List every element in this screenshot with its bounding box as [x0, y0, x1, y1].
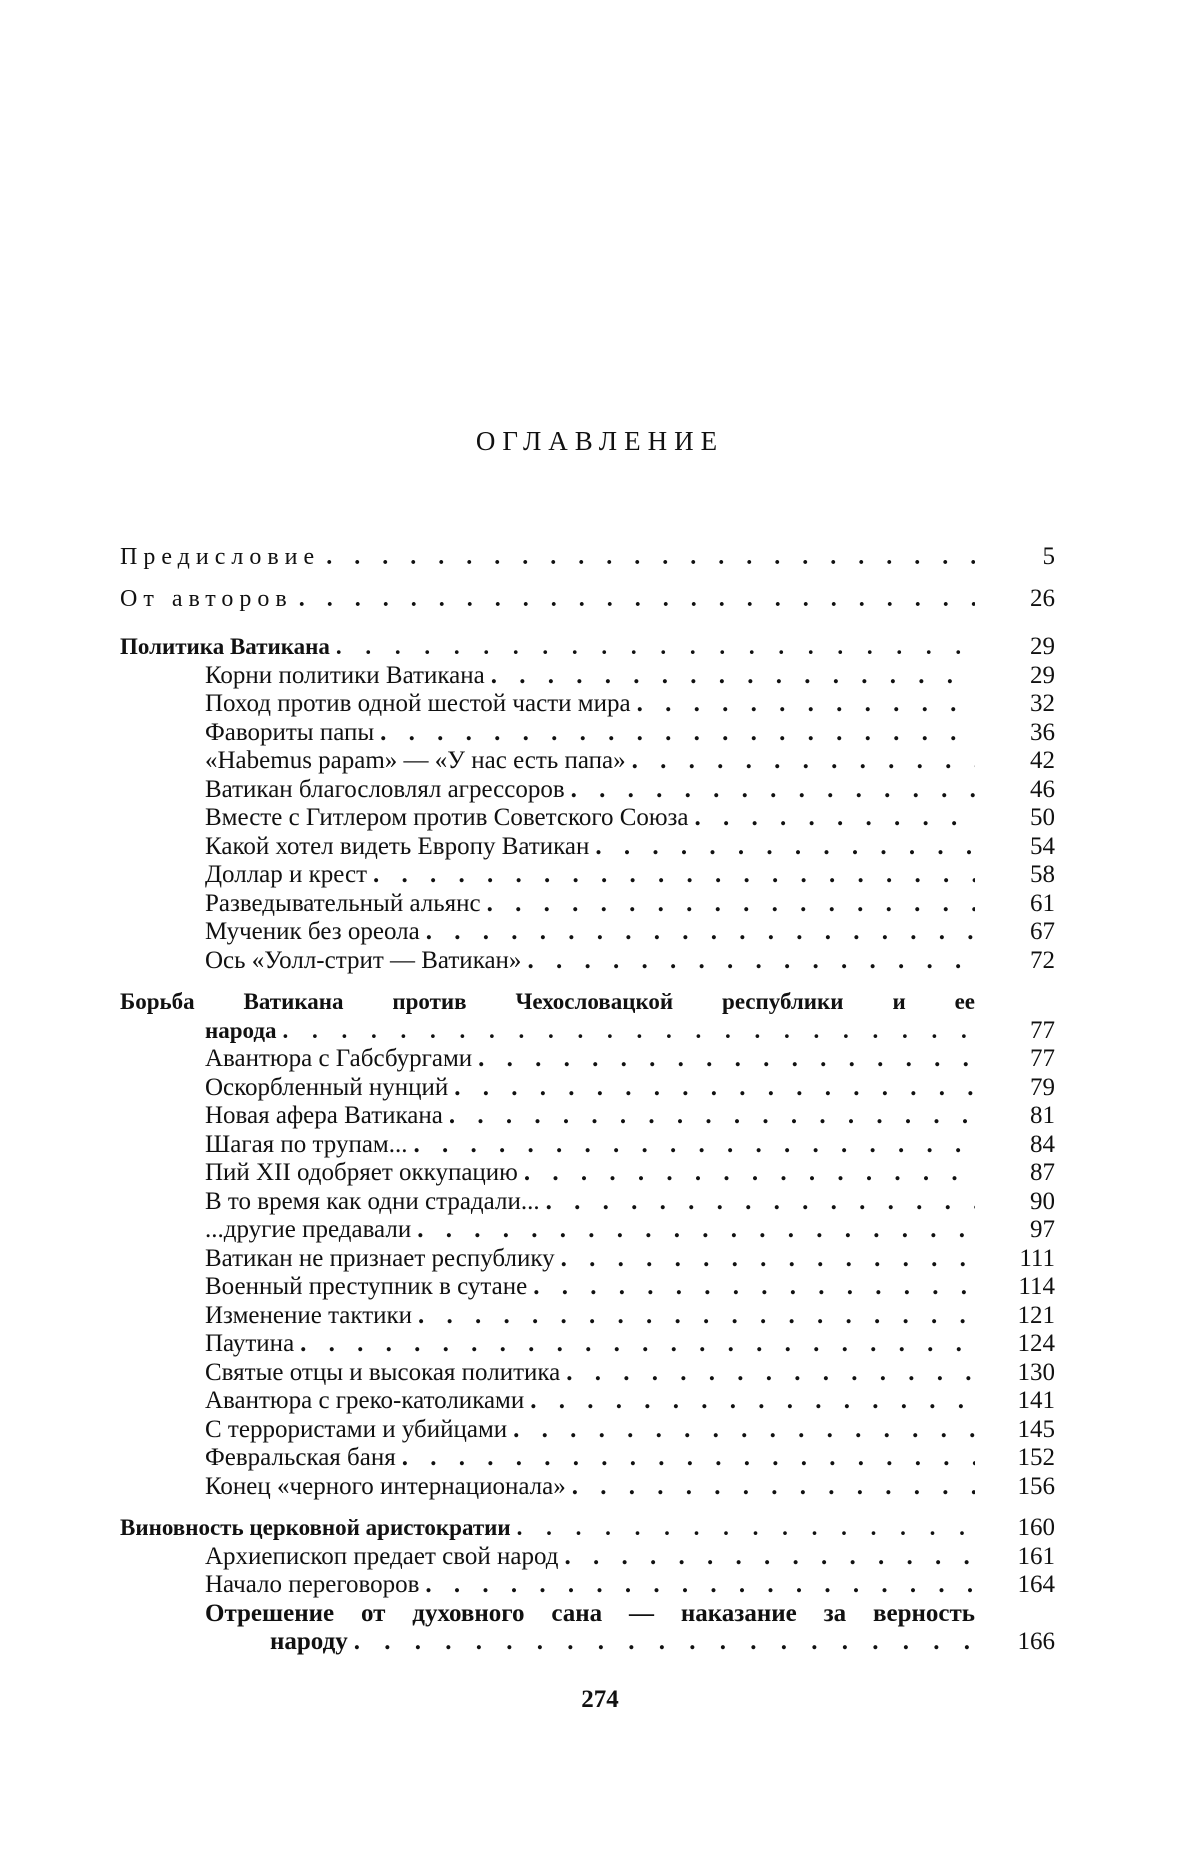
toc-entry — [120, 890, 1055, 919]
toc-entry-line — [205, 890, 975, 919]
toc-entry-title: Ватикан не признает республику — [205, 1244, 555, 1272]
toc-page-number: 5 — [1042, 543, 1055, 570]
toc-entry — [120, 719, 1055, 748]
toc-page-number: 130 — [1017, 1358, 1055, 1386]
toc-entry — [120, 1473, 1055, 1502]
toc-entry-title: От авторов — [120, 586, 293, 612]
contents-heading: ОГЛАВЛЕНИЕ — [475, 426, 725, 456]
dot-leader — [632, 747, 975, 776]
toc-entry-line — [120, 988, 975, 1017]
toc-entry-line — [120, 1514, 975, 1543]
toc-entry-line — [205, 662, 975, 691]
toc-entry-title: Шагая по трупам... — [205, 1130, 408, 1158]
toc-entry-line — [205, 1302, 975, 1331]
toc-page-number: 46 — [1030, 775, 1055, 803]
toc-entry-line — [205, 1387, 975, 1416]
toc-entry-line — [205, 1017, 975, 1046]
toc-entry-title: Изменение тактики — [205, 1301, 413, 1329]
toc-page-number: 77 — [1030, 1016, 1055, 1044]
toc-page-number: 87 — [1030, 1159, 1055, 1186]
table-of-contents — [120, 536, 1055, 1657]
toc-entry-line — [205, 804, 975, 833]
toc-entry-title: В то время как одни страдали... — [205, 1187, 540, 1215]
toc-entry — [120, 1216, 1055, 1245]
toc-entry-title: Февральская баня — [205, 1444, 396, 1471]
toc-entry-line — [205, 1188, 975, 1217]
toc-entry-line — [205, 1131, 975, 1160]
toc-entry — [120, 1571, 1055, 1600]
toc-entry — [120, 1444, 1055, 1473]
toc-entry-title: «Habemus papam» — «У нас есть папа» — [205, 747, 626, 774]
toc-entry — [120, 1330, 1055, 1359]
toc-entry-title: Доллар и крест — [205, 861, 368, 888]
toc-entry-line — [205, 1045, 975, 1074]
toc-entry-title: Политика Ватикана — [120, 634, 330, 659]
toc-page-number: 26 — [1030, 585, 1055, 612]
toc-entry-title: Поход против одной шестой части мира — [205, 690, 631, 717]
toc-entry — [120, 776, 1055, 805]
toc-entry — [120, 988, 1055, 1017]
toc-entry — [120, 578, 1055, 620]
toc-entry-line — [205, 1416, 975, 1445]
toc-entry-line — [120, 578, 975, 620]
toc-entry — [120, 536, 1055, 578]
toc-entry-line — [205, 1571, 975, 1600]
toc-page-number: 67 — [1030, 918, 1055, 945]
toc-page-number: 54 — [1030, 832, 1055, 860]
toc-entry — [120, 1188, 1055, 1217]
toc-entry — [120, 633, 1055, 662]
toc-entry-line — [205, 1216, 975, 1245]
toc-entry — [120, 861, 1055, 890]
toc-page-number: 77 — [1030, 1045, 1055, 1072]
toc-entry-title: Оскорбленный нунций — [205, 1073, 449, 1101]
toc-entry — [120, 918, 1055, 947]
dot-leader — [530, 1387, 975, 1416]
dot-leader — [354, 1628, 975, 1657]
toc-entry-line — [205, 1473, 975, 1502]
toc-entry-title: Военный преступник в сутане — [205, 1273, 528, 1300]
toc-entry-line — [205, 1330, 975, 1359]
toc-entry-title: Мученик без ореола — [205, 918, 420, 945]
toc-entry — [120, 1302, 1055, 1331]
dot-leader — [637, 690, 975, 719]
dot-leader — [449, 1102, 975, 1131]
dot-leader — [478, 1045, 975, 1074]
toc-entry-line — [205, 1273, 975, 1302]
toc-entry — [120, 833, 1055, 862]
toc-entry-title: Предисловие — [120, 544, 321, 570]
toc-page-number: 79 — [1030, 1073, 1055, 1101]
dot-leader — [380, 719, 975, 748]
toc-page-number: 114 — [1018, 1273, 1055, 1300]
toc-page-number: 90 — [1030, 1187, 1055, 1215]
toc-entry-line — [120, 633, 975, 662]
toc-page-number: 141 — [1017, 1387, 1055, 1414]
toc-page-number: 58 — [1030, 861, 1055, 888]
toc-entry-title: Авантюра с Габсбургами — [205, 1045, 473, 1072]
toc-entry-line — [205, 1600, 975, 1629]
toc-entry-line — [205, 947, 975, 976]
toc-page-number: 84 — [1030, 1130, 1055, 1158]
toc-page-number: 161 — [1017, 1542, 1055, 1570]
toc-page-number: 36 — [1030, 718, 1055, 746]
dot-leader — [561, 1245, 975, 1274]
dot-leader — [695, 804, 975, 833]
toc-page-number: 72 — [1030, 946, 1055, 974]
toc-page-number: 50 — [1030, 804, 1055, 831]
toc-page-number: 81 — [1030, 1102, 1055, 1129]
toc-entry-title: С террористами и убийцами — [205, 1415, 508, 1443]
dot-leader — [524, 1159, 975, 1188]
dot-leader — [402, 1444, 975, 1473]
toc-page-number: 29 — [1030, 633, 1055, 660]
toc-entry-title: ...другие предавали — [205, 1216, 412, 1243]
toc-entry-title: Вместе с Гитлером против Советского Союза — [205, 804, 689, 831]
toc-page-number: 121 — [1017, 1301, 1055, 1329]
toc-entry-line — [205, 861, 975, 890]
toc-page-number: 164 — [1017, 1571, 1055, 1598]
toc-page-number: 97 — [1030, 1216, 1055, 1243]
toc-entry — [120, 1159, 1055, 1188]
toc-page-number: 29 — [1030, 661, 1055, 689]
toc-entry-title: Борьба Ватикана против Чехословацкой республики и ее — [120, 989, 975, 1014]
dot-leader — [414, 1131, 976, 1160]
toc-entry-title: народу — [270, 1628, 348, 1655]
toc-entry-line — [205, 918, 975, 947]
dot-leader — [527, 947, 975, 976]
toc-page-number: 124 — [1017, 1330, 1055, 1357]
toc-entry — [120, 804, 1055, 833]
dot-leader — [283, 1017, 975, 1046]
toc-entry-line — [205, 1102, 975, 1131]
dot-leader — [418, 1302, 975, 1331]
toc-entry-line — [205, 833, 975, 862]
dot-leader — [425, 1571, 975, 1600]
toc-page-number: 166 — [1017, 1628, 1055, 1655]
toc-entry — [120, 947, 1055, 976]
dot-leader — [546, 1188, 975, 1217]
toc-entry — [120, 1543, 1055, 1572]
toc-page-number: 111 — [1019, 1244, 1055, 1272]
toc-entry-title: народа — [205, 1017, 277, 1043]
toc-entry-line — [205, 719, 975, 748]
toc-entry-line — [205, 776, 975, 805]
toc-entry — [120, 1045, 1055, 1074]
toc-page-number: 61 — [1030, 889, 1055, 917]
dot-leader — [517, 1514, 975, 1543]
toc-entry — [120, 1628, 1055, 1657]
toc-entry-title: Разведывательный альянс — [205, 889, 481, 917]
dot-leader — [533, 1273, 975, 1302]
dot-leader — [417, 1216, 975, 1245]
toc-entry-line — [205, 690, 975, 719]
toc-entry-line — [270, 1628, 975, 1657]
toc-entry-title: Архиепископ предает свой народ — [205, 1542, 559, 1570]
toc-entry-title: Корни политики Ватикана — [205, 661, 485, 689]
toc-entry-title: Отрешение от духовного сана — наказание за верность — [205, 1599, 975, 1627]
toc-entry-title: Ось «Уолл-стрит — Ватикан» — [205, 946, 522, 974]
toc-entry-title: Конец «черного интернационала» — [205, 1472, 566, 1500]
toc-entry-line — [205, 1159, 975, 1188]
toc-entry-title: Виновность церковной аристократии — [120, 1515, 511, 1540]
toc-entry — [120, 690, 1055, 719]
toc-entry-title: Начало переговоров — [205, 1571, 420, 1598]
dot-leader — [595, 833, 975, 862]
toc-entry-title: Фавориты папы — [205, 718, 375, 746]
toc-entry — [120, 1600, 1055, 1629]
dot-leader — [564, 1543, 975, 1572]
dot-leader — [572, 1473, 975, 1502]
dot-leader — [326, 536, 975, 578]
toc-entry — [120, 1017, 1055, 1046]
dot-leader — [487, 890, 975, 919]
toc-entry-title: Ватикан благословлял агрессоров — [205, 775, 565, 803]
toc-entry — [120, 1359, 1055, 1388]
toc-page-number: 156 — [1017, 1472, 1055, 1500]
toc-entry-line — [205, 1074, 975, 1103]
page-number: 274 — [581, 1686, 619, 1713]
toc-entry-line — [205, 1359, 975, 1388]
toc-entry-line — [205, 1444, 975, 1473]
toc-entry — [120, 1245, 1055, 1274]
toc-entry-title: Какой хотел видеть Европу Ватикан — [205, 832, 590, 860]
dot-leader — [491, 662, 975, 691]
toc-entry-title: Святые отцы и высокая политика — [205, 1358, 561, 1386]
dot-leader — [454, 1074, 975, 1103]
dot-leader — [336, 633, 975, 662]
toc-page-number: 145 — [1017, 1415, 1055, 1443]
dot-leader — [300, 1330, 975, 1359]
toc-entry-title: Паутина — [205, 1330, 295, 1357]
toc-entry-line — [205, 747, 975, 776]
dot-leader — [373, 861, 975, 890]
toc-entry-title: Авантюра с греко-католиками — [205, 1387, 525, 1414]
toc-entry — [120, 1514, 1055, 1543]
dot-leader — [426, 918, 975, 947]
toc-entry-title: Новая афера Ватикана — [205, 1102, 443, 1129]
toc-entry — [120, 1273, 1055, 1302]
toc-entry — [120, 1102, 1055, 1131]
toc-page-number: 160 — [1017, 1514, 1055, 1541]
toc-page-number: 42 — [1030, 747, 1055, 774]
toc-entry — [120, 1387, 1055, 1416]
dot-leader — [513, 1416, 975, 1445]
toc-entry-line — [120, 536, 975, 578]
toc-entry — [120, 1416, 1055, 1445]
toc-entry — [120, 747, 1055, 776]
toc-entry — [120, 1074, 1055, 1103]
toc-page-number: 152 — [1017, 1444, 1055, 1471]
toc-entry-title: Пий XII одобряет оккупацию — [205, 1159, 518, 1186]
toc-entry — [120, 662, 1055, 691]
toc-page-number: 32 — [1030, 690, 1055, 717]
toc-entry-line — [205, 1245, 975, 1274]
toc-entry-line — [205, 1543, 975, 1572]
dot-leader — [571, 776, 975, 805]
dot-leader — [299, 578, 975, 620]
dot-leader — [566, 1359, 975, 1388]
toc-entry — [120, 1131, 1055, 1160]
